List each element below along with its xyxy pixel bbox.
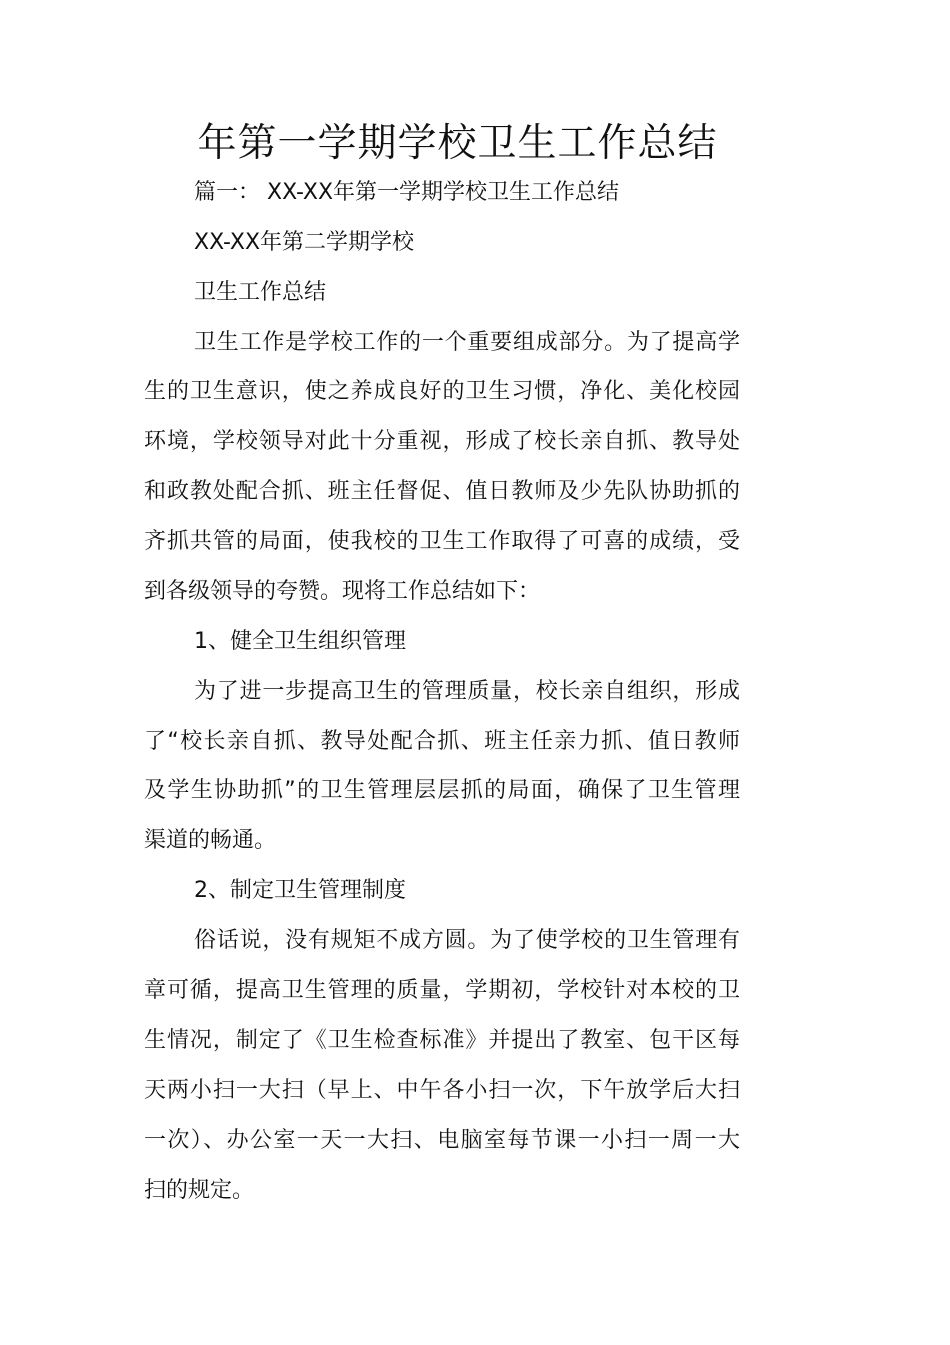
paragraph-line: 扫的规定。: [144, 1178, 255, 1203]
subtitle-line: XX-XX年第二学期学校: [194, 230, 415, 255]
subtitle-line: 篇一： XX-XX年第一学期学校卫生工作总结: [194, 180, 620, 205]
paragraph-line: 生的卫生意识，使之养成良好的卫生习惯，净化、美化校园: [144, 379, 740, 404]
document-title: 年第一学期学校卫生工作总结: [197, 121, 718, 166]
paragraph-line: 及学生协助抓”的卫生管理层层抓的局面，确保了卫生管理: [144, 778, 740, 803]
paragraph-line: 俗话说，没有规矩不成方圆。为了使学校的卫生管理有: [194, 928, 740, 953]
paragraph-line: 渠道的畅通。: [144, 828, 277, 853]
paragraph-line: 生情况，制定了《卫生检查标准》并提出了教室、包干区每: [144, 1028, 740, 1053]
paragraph-line: 和政教处配合抓、班主任督促、值日教师及少先队协助抓的: [144, 479, 740, 504]
paragraph-line: 卫生工作是学校工作的一个重要组成部分。为了提高学: [194, 330, 740, 355]
paragraph-line: 到各级领导的夸赞。现将工作总结如下：: [144, 579, 541, 604]
paragraph-line: 一次）、办公室一天一大扫、电脑室每节课一小扫一周一大: [144, 1128, 740, 1153]
section-heading: 1、健全卫生组织管理: [194, 629, 406, 654]
paragraph-line: 章可循，提高卫生管理的质量，学期初，学校针对本校的卫: [144, 978, 740, 1003]
paragraph-line: 齐抓共管的局面，使我校的卫生工作取得了可喜的成绩，受: [144, 529, 740, 554]
paragraph-line: 天两小扫一大扫（早上、中午各小扫一次，下午放学后大扫: [144, 1078, 740, 1103]
paragraph-line: 了“校长亲自抓、教导处配合抓、班主任亲力抓、值日教师: [144, 729, 740, 754]
subtitle-line: 卫生工作总结: [194, 280, 327, 305]
section-heading: 2、制定卫生管理制度: [194, 878, 406, 903]
paragraph-line: 为了进一步提高卫生的管理质量，校长亲自组织，形成: [194, 679, 740, 704]
paragraph-line: 环境，学校领导对此十分重视，形成了校长亲自抓、教导处: [144, 429, 740, 454]
